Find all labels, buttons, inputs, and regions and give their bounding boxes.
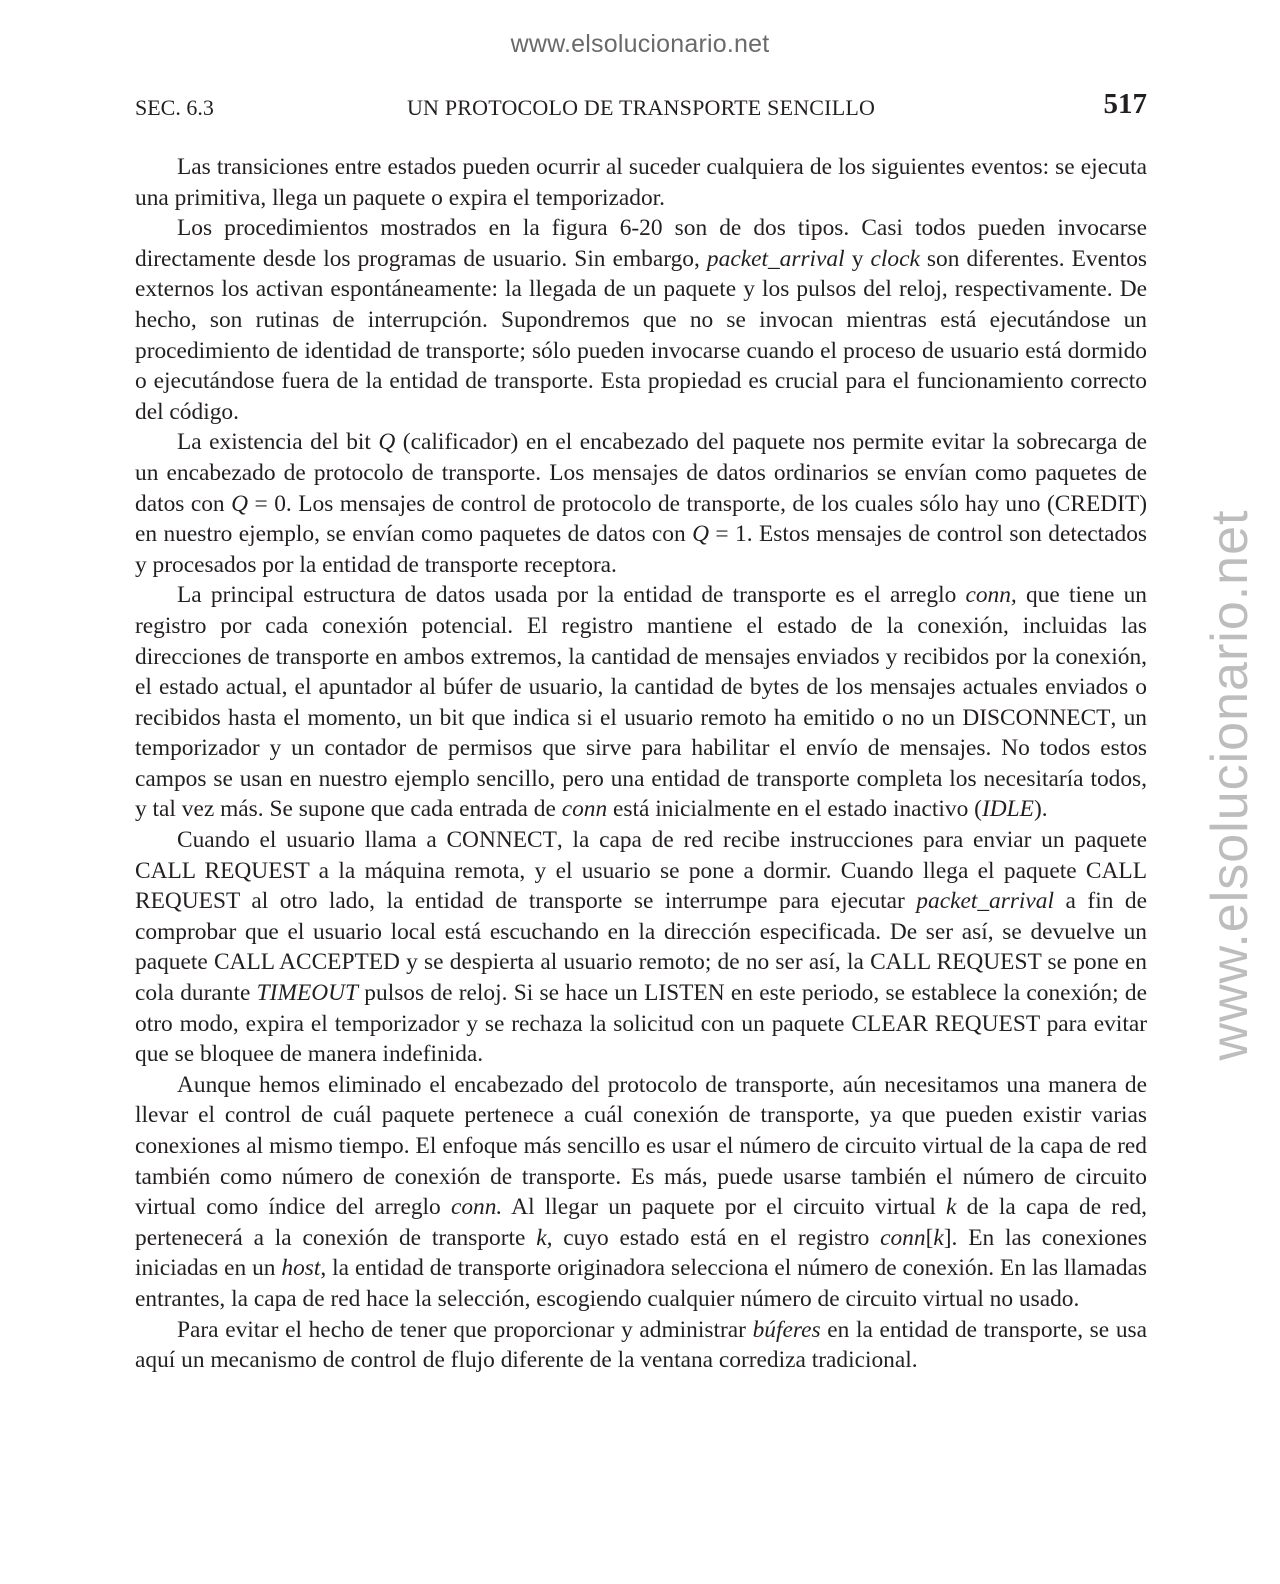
text-run: está inicialmente en el estado inactivo ( — [607, 796, 982, 823]
text-run: en la entidad de transporte, se usa aquí un mecanismo de control de flujo diferente de la ventana corrediza tradicional. — [135, 1316, 1147, 1374]
section-label: SEC. 6.3 — [135, 95, 214, 120]
page-number: 517 — [1103, 88, 1147, 120]
italic-term: Q — [231, 490, 249, 517]
italic-term: Q — [692, 521, 710, 548]
italic-term: conn — [880, 1224, 926, 1251]
italic-term: conn. — [450, 1194, 503, 1221]
italic-term: TIMEOUT — [256, 980, 359, 1007]
text-run: (calificador) en el encabezado del paquete nos permite evitar la sobrecarga de un encabezado de protocolo de transporte. Los mensajes de datos ordinarios se envían como paquetes de datos con — [135, 429, 1147, 517]
text-run: , la entidad de transporte originadora selecciona el número de conexión. En las llamadas entrantes, la capa de red hace la selección, escogiendo cualquier número de circuito virtual no usado. — [135, 1255, 1147, 1312]
italic-term: packet_arrival — [706, 245, 845, 272]
italic-term: clock — [870, 245, 920, 272]
watermark-side: www.elsolucionario.net — [1201, 509, 1259, 1061]
text-run: Cuando el usuario llama a — [177, 827, 447, 854]
text-run: , un temporizador y un contador de permisos que sirve para habilitar el envío de mensajes. No todos estos campos se usan en nuestro ejemplo sencillo, pero una entidad de transporte completa los necesitaría todos, y tal vez más. Se supone que cada entrada de — [135, 704, 1147, 823]
running-head — [135, 88, 1147, 128]
watermark-top: www.elsolucionario.net — [510, 30, 770, 58]
chapter-title: UN PROTOCOLO DE TRANSPORTE SENCILLO — [406, 95, 876, 120]
text-run: Las transiciones entre estados pueden ocurrir al suceder cualquiera de los siguientes eventos: se ejecuta una primitiva, llega un paquete o expira el temporizador. — [135, 154, 1147, 211]
italic-term: packet_arrival — [916, 888, 1055, 915]
italic-term: host — [281, 1255, 321, 1282]
body-text — [135, 152, 1147, 1376]
italic-term: k — [946, 1194, 957, 1221]
text-run: Al llegar un paquete por el circuito virtual — [502, 1194, 947, 1221]
text-run: , la capa de red recibe instrucciones para enviar un paquete CALL REQUEST a la máquina remota, y el usuario se pone a dormir. Cuando llega el paquete CALL REQUEST al otro lado, la entidad de transporte se interrumpe para ejecutar — [135, 827, 1147, 915]
text-run: = 1. Estos mensajes de control son detectados y procesados por la entidad de transporte receptora. — [135, 521, 1148, 578]
paragraph — [135, 152, 1147, 213]
italic-term: conn — [561, 796, 608, 823]
italic-term: IDLE — [981, 796, 1034, 823]
text-run: ). — [1033, 796, 1048, 823]
text-run: = 0. Los mensajes de control de protocolo de transporte, de los cuales sólo hay uno (CREDIT) en nuestro ejemplo, se envían como paquetes de datos con — [135, 490, 1148, 548]
italic-term: k — [933, 1224, 944, 1251]
italic-term: Q — [378, 429, 396, 456]
primitive-name: DISCONNECT — [962, 704, 1111, 731]
text-run: en este periodo, se establece la conexión; de otro modo, expira el temporizador y se rechaza la solicitud con un paquete CLEAR REQUEST para evitar que se bloquee de manera indefinida. — [135, 980, 1147, 1068]
paragraph — [135, 1070, 1147, 1315]
italic-term: k, — [536, 1224, 553, 1251]
text-run: Aunque hemos eliminado el encabezado del protocolo de transporte, aún necesitamos una manera de llevar el control de cuál paquete pertenece a cuál conexión de transporte, ya que pueden existir varias conexiones al mismo tiempo. El enfoque más sencillo es usar el número de circuito virtual de la capa de red también como número de conexión de transporte. Es más, puede usarse también el número de circuito virtual como índice del arreglo — [135, 1071, 1147, 1221]
text-run: La existencia del bit — [177, 429, 379, 456]
paragraph — [135, 213, 1147, 427]
text-run: de la capa de red, pertenecerá a la conexión de transporte — [135, 1194, 1147, 1251]
text-run: pulsos de reloj. Si se hace un — [358, 980, 645, 1007]
paragraph — [135, 427, 1147, 580]
text-run: y — [844, 245, 871, 272]
text-run: ]. En las conexiones iniciadas en un — [135, 1224, 1148, 1282]
text-run: son diferentes. Eventos externos los activan espontáneamente: la llegada de un paquete y los pulsos del reloj, respectivamente. De hecho, son rutinas de interrupción. Supondremos que no se invocan mientras está ejecutándose un procedimiento de identidad de transporte; sólo pueden invocarse cuando el proceso de usuario está dormido o ejecutándose fuera de la entidad de transporte. Esta propiedad es crucial para el funcionamiento correcto del código. — [135, 245, 1147, 425]
paragraph — [135, 825, 1147, 1070]
primitive-name: LISTEN — [644, 980, 725, 1007]
primitive-name: CONNECT — [446, 827, 557, 854]
text-run: La principal estructura de datos usada por la entidad de transporte es el arreglo — [177, 582, 966, 609]
italic-term: conn, — [965, 582, 1017, 609]
text-run: a fin de comprobar que el usuario local está escuchando en la dirección especificada. De ser así, se devuelve un paquete CALL ACCEPTED y se despierta al usuario remoto; de no ser así, la CALL REQUEST se pone en cola durante — [135, 888, 1147, 1007]
text-run: Los procedimientos mostrados en la figura 6-20 son de dos tipos. Casi todos pueden invocarse directamente desde los programas de usuario. Sin embargo, — [135, 215, 1147, 272]
paragraph — [135, 1315, 1147, 1376]
italic-term: búferes — [752, 1316, 821, 1343]
text-run: Para evitar el hecho de tener que proporcionar y administrar — [177, 1316, 753, 1343]
text-run: cuyo estado está en el registro — [552, 1224, 881, 1251]
text-run: que tiene un registro por cada conexión potencial. El registro mantiene el estado de la conexión, incluidas las direcciones de transporte en ambos extremos, la cantidad de mensajes enviados y recibidos por la conexión, el estado actual, el apuntador al búfer de usuario, la cantidad de bytes de los mensajes actuales enviados o recibidos hasta el momento, un bit que indica si el usuario remoto ha emitido o no un — [135, 582, 1147, 731]
text-run: [ — [925, 1224, 934, 1251]
paragraph — [135, 580, 1147, 825]
